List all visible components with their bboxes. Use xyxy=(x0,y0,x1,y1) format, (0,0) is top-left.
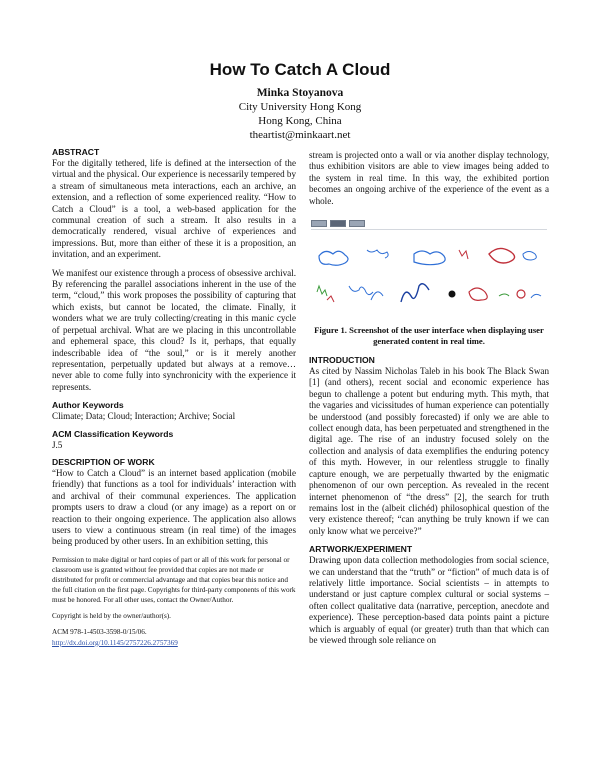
cloud-drawing xyxy=(317,286,327,296)
permission-notice: Permission to make digital or hard copies of part or all of this work for personal or classroom use is granted without fee provided that copies are not made or distributed for profit or commercial advantage and that copies bear this notice and the full citation on the first page. Copyrights for third-party components of this work must be honored. For all other uses, contact the Owner/Author. xyxy=(52,555,296,604)
author-location: Hong Kong, China xyxy=(258,115,342,127)
abstract-heading: ABSTRACT xyxy=(52,147,100,157)
figure-caption: Figure 1. Screenshot of the user interface when displaying user generated content in real time. xyxy=(314,325,544,347)
left-column xyxy=(52,147,296,648)
abstract-paragraph-2: We manifest our existence through a process of obsessive archival. By referencing the parallel associations inherent in the use of the term, “cloud,” this work proposes the possibility of capturing that which exists, but cannot be located, the climate. Finally, it wonders what we are truly collecting/creating in this manic cycle of perpetual archival. What are we placing in this uncontrollable and ephemeral space, this cloud? Is it, perhaps, that equally indescribable idea of “the soul,” or is it merely another representation, perpetually updated but always at a remove… never able to come fully into synchronicity with the experience it represents. xyxy=(52,267,296,392)
cloud-drawing xyxy=(499,294,509,296)
cloud-drawing xyxy=(371,292,383,300)
keywords-text: Climate; Data; Cloud; Interaction; Archive; Social xyxy=(52,411,236,422)
cloud-drawing xyxy=(349,286,373,295)
cloud-drawing xyxy=(517,290,525,298)
cloud-drawing xyxy=(469,288,487,300)
author-affiliation: City University Hong Kong xyxy=(238,101,362,113)
artwork-paragraph: Drawing upon data collection methodologies from social science, we can understand that the “truth” or “fiction” of much data is of relatively little importance. Social scientists – in attempts to understand or just capture complex cultural or social systems – often collect qualitative data (narrative, perception, anecdote and experience). These perception-based data points paint a picture which is arguably of equal (or greater) truth than that which can be viewed through sole reliance on xyxy=(309,555,549,645)
description-paragraph: “How to Catch a Cloud” is an internet based application (mobile friendly) that functions as a tool for individuals’ interaction with and archival of their communal experiences. The application prompts users to draw a cloud (or any image) as a report on or reaction to their ongoing experience. The application also allows users to view a continuous stream (in real time) of the images being produced by other users. In an exhibition setting, this xyxy=(52,467,296,547)
acm-heading: ACM Classification Keywords xyxy=(52,428,174,439)
description-heading: DESCRIPTION OF WORK xyxy=(52,456,155,467)
author-name: Minka Stoyanova xyxy=(256,87,344,99)
cloud-drawing xyxy=(449,291,456,298)
acm-text: J.5 xyxy=(52,439,63,450)
abstract-paragraph-1: For the digitally tethered, life is defined at the intersection of the virtual and the physical. Our experience is necessarily tempered by a stream of simultaneous meta interactions, each an archive, an extension, and a reflection of some experienced reality. “How to Catch a Cloud” is a tool, a web-based application for the communal creation of such a stream. It also results in a democratically rendered, visual archive of experiences and impressions. But, more than either of these it is a proposition, an invitation, and an experiment. xyxy=(52,158,296,260)
introduction-heading: INTRODUCTION xyxy=(309,355,375,366)
figure-drawings xyxy=(309,214,549,319)
copyright-notice: Copyright is held by the owner/author(s). xyxy=(52,611,171,620)
cloud-drawing xyxy=(327,296,334,302)
introduction-paragraph: As cited by Nassim Nicholas Taleb in his book The Black Swan [1] (and others), recent social and economic experience has begun to challenge a potent but enduring myth. This myth, that the vagaries and vicissitudes of human experience can potentially be understood (and possibly forecasted) if only we are able to collect enough data, has been perpetuated and strengthened in the digital age. The rise of an industry focused solely on the collection and analysis of data exemplifies the enduring potency of this myth. However, in our relentless struggle to finally capture enough, we are perpetually thwarted by the enigmatic phenomenon of our own perception. As revealed in the recent internet phenomenon of “the dress” [2], the search for truth remains lost in the (albeit clichéd) philosophical question of the very existence thereof; “can anything be truly known if we can only know what we perceive?” xyxy=(309,366,549,536)
figure-screenshot xyxy=(309,214,549,319)
cloud-drawing xyxy=(531,294,541,298)
right-column xyxy=(309,150,549,653)
paper-title: How To Catch A Cloud xyxy=(209,60,391,79)
author-email: theartist@minkaart.net xyxy=(249,129,351,141)
cloud-drawing xyxy=(319,251,348,265)
continued-paragraph: stream is projected onto a wall or via another display technology, thus exhibition visitors are able to view images being added to the system in real time. In this way, the exhibited portion becomes an ongoing archive of the experience of the event as a whole. xyxy=(309,150,549,206)
keywords-heading: Author Keywords xyxy=(52,400,124,411)
cloud-drawing xyxy=(523,252,536,261)
acm-number: ACM 978-1-4503-3598-0/15/06. xyxy=(52,627,147,636)
artwork-heading: ARTWORK/EXPERIMENT xyxy=(309,544,413,555)
cloud-drawing xyxy=(414,251,445,265)
cloud-drawing xyxy=(459,250,468,259)
cloud-drawing xyxy=(489,248,515,263)
doi-link[interactable]: http://dx.doi.org/10.1145/2757226.2757369 xyxy=(52,638,178,647)
cloud-drawing xyxy=(367,250,388,258)
cloud-drawing xyxy=(401,284,429,302)
author-block xyxy=(0,86,600,142)
